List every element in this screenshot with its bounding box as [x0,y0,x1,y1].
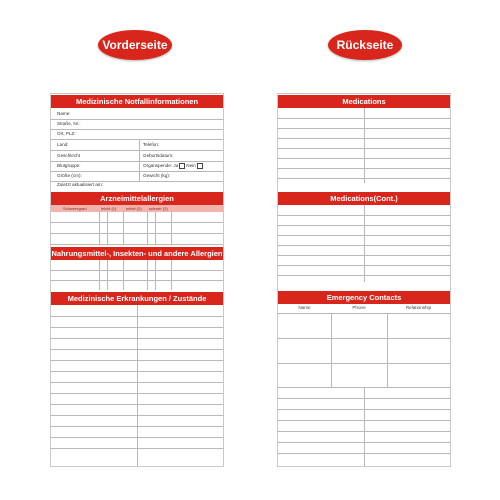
emergency-col-phone: Phone [352,305,366,310]
emergency-contacts-header: Emergency Contacts [278,291,450,304]
back-card [277,93,451,467]
country-field-label: Land: [57,142,69,147]
food-allergies-header: Nahrungsmittel-, Insekten- und andere Allergien [51,249,223,258]
city-field-label: Ort, PLZ: [57,131,76,136]
updated-field-label: Zuletzt aktualisiert am: [57,182,103,187]
name-field-label: Name: [57,111,71,116]
street-field-label: Straße, Nr.: [57,121,81,126]
height-field-label: Größe (cm): [57,173,82,178]
birthdate-field-label: Geburtsdatum: [143,153,174,158]
emergency-col-relationship: Relationship [405,305,432,310]
weight-field-label: Gewicht (kg): [143,173,171,178]
organ-donor-label: Organspende: Ja Nein [143,163,204,169]
front-card [50,93,224,467]
organ-donor-no-checkbox[interactable] [197,163,203,169]
blood-type-label: Blutgruppe: [57,163,81,168]
medications-header: Medications [278,95,450,108]
organ-donor-yes-checkbox[interactable] [179,163,185,169]
front-side-label: Vorderseite [98,30,172,60]
drug-allergies-header: Arzneimittelallergien [51,192,223,205]
info-header: Medizinische Notfallinformationen [51,95,223,108]
allergy-columns: Schweregrad leicht (1) mittel (2) schwer (3) [51,205,223,212]
emergency-col-name: Name [298,305,311,310]
back-side-label: Rückseite [328,30,402,60]
conditions-header: Medizinische Erkrankungen / Zustände [51,292,223,305]
phone-field-label: Telefon: [143,142,160,147]
gender-field-label: Geschlecht [57,153,80,158]
medications-cont-header: Medications(Cont.) [278,192,450,205]
